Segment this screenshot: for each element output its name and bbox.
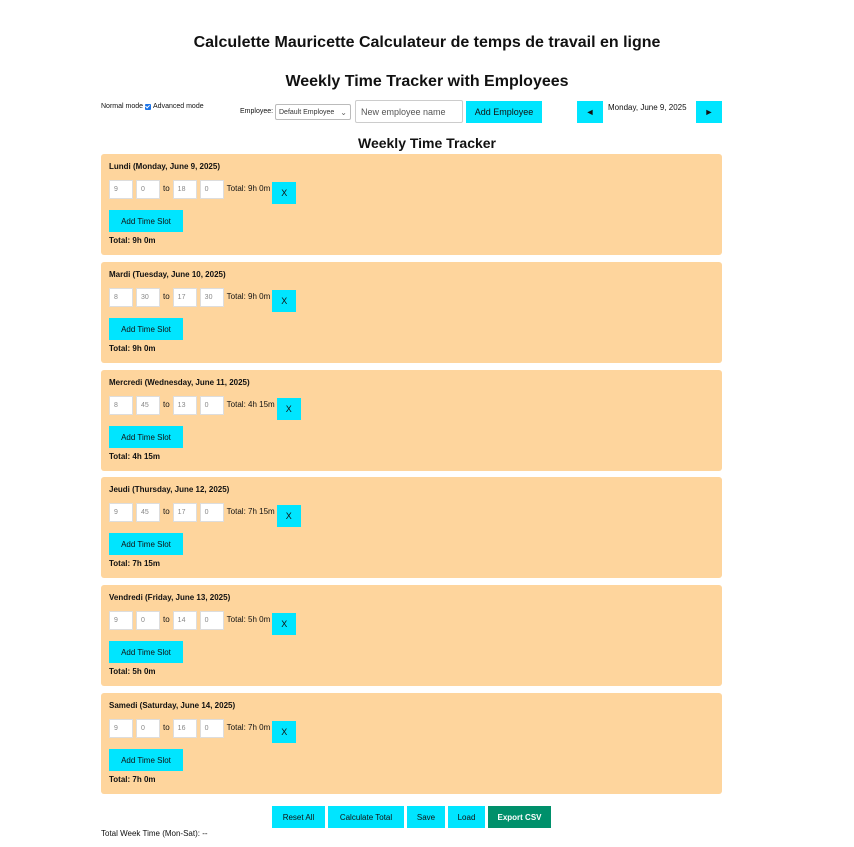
remove-slot-button[interactable]: X	[277, 398, 301, 420]
prev-week-button[interactable]: ◄	[577, 101, 603, 123]
time-slot	[109, 503, 301, 527]
time-slot	[109, 611, 296, 635]
slot-total: Total: 9h 0m	[226, 184, 271, 193]
slot-total: Total: 4h 15m	[226, 400, 275, 409]
day-card	[101, 693, 722, 794]
day-card	[101, 477, 722, 578]
to-label: to	[163, 184, 170, 193]
mode-toggle	[101, 103, 204, 110]
employee-label: Employee:	[240, 108, 274, 115]
end-hour-input[interactable]: 17	[173, 503, 197, 522]
add-time-slot-button[interactable]: Add Time Slot	[109, 210, 183, 232]
to-label: to	[163, 615, 170, 624]
remove-slot-button[interactable]: X	[272, 613, 296, 635]
load-button[interactable]: Load	[448, 806, 485, 828]
next-week-button[interactable]: ►	[696, 101, 722, 123]
add-time-slot-button[interactable]: Add Time Slot	[109, 533, 183, 555]
day-total: Total: 9h 0m	[109, 236, 156, 245]
day-card	[101, 370, 722, 471]
to-label: to	[163, 723, 170, 732]
start-minute-input[interactable]: 45	[136, 503, 160, 522]
day-title: Samedi (Saturday, June 14, 2025)	[109, 701, 236, 710]
week-date: Monday, June 9, 2025	[608, 103, 687, 112]
day-total: Total: 7h 15m	[109, 559, 160, 568]
end-hour-input[interactable]: 16	[173, 719, 197, 738]
end-minute-input[interactable]: 0	[200, 180, 224, 199]
start-minute-input[interactable]: 30	[136, 288, 160, 307]
slot-total: Total: 7h 0m	[226, 723, 271, 732]
remove-slot-button[interactable]: X	[272, 182, 296, 204]
day-title: Vendredi (Friday, June 13, 2025)	[109, 593, 231, 602]
reset-all-button[interactable]: Reset All	[272, 806, 325, 828]
calculate-total-button[interactable]: Calculate Total	[328, 806, 404, 828]
end-hour-input[interactable]: 14	[173, 611, 197, 630]
employee-select-value: Default Employee	[279, 108, 335, 116]
slot-total: Total: 5h 0m	[226, 615, 271, 624]
start-hour-input[interactable]: 8	[109, 396, 133, 415]
end-hour-input[interactable]: 17	[173, 288, 197, 307]
to-label: to	[163, 292, 170, 301]
end-minute-input[interactable]: 0	[200, 719, 224, 738]
slot-total: Total: 9h 0m	[226, 292, 271, 301]
week-total: Total Week Time (Mon-Sat): --	[101, 829, 208, 838]
day-title: Lundi (Monday, June 9, 2025)	[109, 162, 220, 171]
slot-total: Total: 7h 15m	[226, 507, 275, 516]
to-label: to	[163, 507, 170, 516]
day-total: Total: 5h 0m	[109, 667, 156, 676]
advanced-mode-label[interactable]: Advanced mode	[153, 103, 204, 110]
day-title: Jeudi (Thursday, June 12, 2025)	[109, 485, 230, 494]
time-slot	[109, 719, 296, 743]
remove-slot-button[interactable]: X	[272, 721, 296, 743]
remove-slot-button[interactable]: X	[272, 290, 296, 312]
normal-mode-label[interactable]: Normal mode	[101, 103, 144, 110]
add-time-slot-button[interactable]: Add Time Slot	[109, 426, 183, 448]
add-employee-button[interactable]: Add Employee	[466, 101, 542, 123]
time-slot	[109, 180, 296, 204]
remove-slot-button[interactable]: X	[277, 505, 301, 527]
tracker-title: Weekly Time Tracker	[357, 135, 497, 151]
start-hour-input[interactable]: 9	[109, 611, 133, 630]
start-hour-input[interactable]: 9	[109, 719, 133, 738]
day-card	[101, 585, 722, 686]
day-card	[101, 154, 722, 255]
day-title: Mardi (Tuesday, June 10, 2025)	[109, 270, 226, 279]
employee-select[interactable]	[275, 104, 351, 120]
chevron-down-icon: ⌄	[340, 107, 347, 117]
end-minute-input[interactable]: 0	[200, 396, 224, 415]
add-time-slot-button[interactable]: Add Time Slot	[109, 318, 183, 340]
site-title: Calculette Mauricette Calculateur de temps de travail en ligne	[193, 34, 661, 51]
start-minute-input[interactable]: 0	[136, 180, 160, 199]
advanced-mode-checkbox[interactable]	[145, 104, 151, 110]
day-total: Total: 7h 0m	[109, 775, 156, 784]
start-hour-input[interactable]: 8	[109, 288, 133, 307]
start-minute-input[interactable]: 45	[136, 396, 160, 415]
export-csv-button[interactable]: Export CSV	[488, 806, 551, 828]
app-title: Weekly Time Tracker with Employees	[285, 73, 569, 90]
day-total: Total: 9h 0m	[109, 344, 156, 353]
start-hour-input[interactable]: 9	[109, 180, 133, 199]
start-minute-input[interactable]: 0	[136, 611, 160, 630]
day-total: Total: 4h 15m	[109, 452, 160, 461]
new-employee-input[interactable]	[355, 100, 463, 123]
start-hour-input[interactable]: 9	[109, 503, 133, 522]
end-hour-input[interactable]: 18	[173, 180, 197, 199]
end-hour-input[interactable]: 13	[173, 396, 197, 415]
end-minute-input[interactable]: 30	[200, 288, 224, 307]
end-minute-input[interactable]: 0	[200, 503, 224, 522]
end-minute-input[interactable]: 0	[200, 611, 224, 630]
add-time-slot-button[interactable]: Add Time Slot	[109, 749, 183, 771]
time-slot	[109, 396, 301, 420]
day-card	[101, 262, 722, 363]
save-button[interactable]: Save	[407, 806, 445, 828]
start-minute-input[interactable]: 0	[136, 719, 160, 738]
day-title: Mercredi (Wednesday, June 11, 2025)	[109, 378, 250, 387]
to-label: to	[163, 400, 170, 409]
time-slot	[109, 288, 296, 312]
add-time-slot-button[interactable]: Add Time Slot	[109, 641, 183, 663]
